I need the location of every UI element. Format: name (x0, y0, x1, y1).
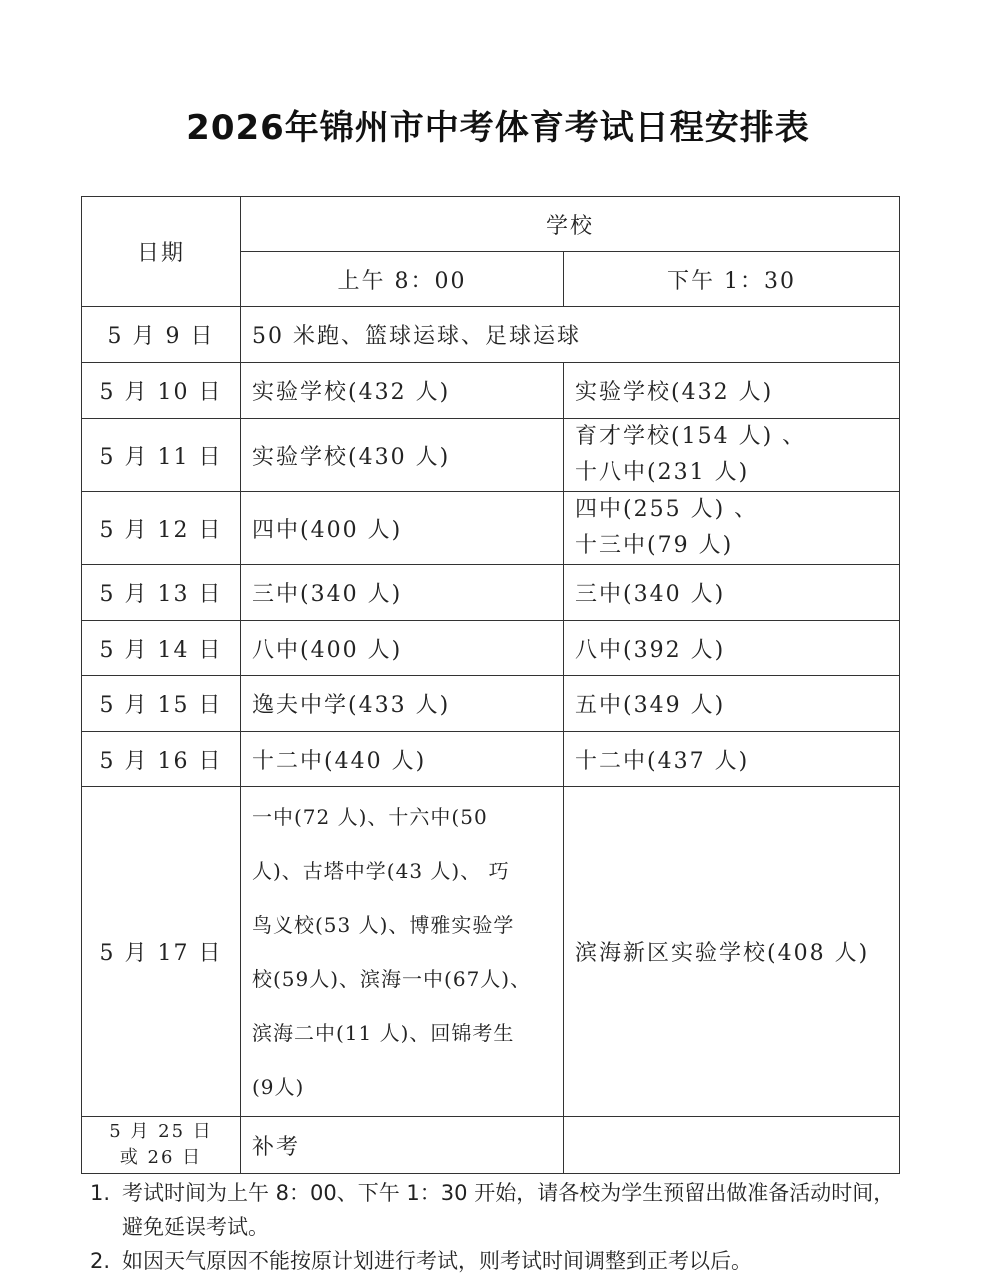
row-date: 5 月 10 日 (82, 363, 241, 419)
table-row (82, 419, 900, 492)
row-afternoon: 实验学校(432 人) (564, 363, 900, 419)
page-title: 2026年锦州市中考体育考试日程安排表 (186, 108, 810, 148)
row-morning: 四中(400 人) (241, 492, 564, 565)
row-date: 5 月 12 日 (82, 492, 241, 565)
header-morning: 上午 8：00 (241, 252, 564, 307)
row-morning: 八中(400 人) (241, 621, 564, 676)
row-morning-line: (9人) (252, 1074, 305, 1099)
row-afternoon-line: 十三中(79 人) (575, 533, 734, 558)
row-afternoon (564, 1117, 900, 1174)
row-date: 5 月 16 日 (82, 732, 241, 787)
row-events: 50 米跑、篮球运球、足球运球 (241, 307, 900, 363)
table-row (82, 363, 900, 419)
table-row (82, 787, 900, 1117)
note-number: 1. (90, 1181, 111, 1205)
row-morning (241, 787, 564, 1117)
table-row (82, 732, 900, 787)
table-row (82, 621, 900, 676)
notes (90, 1176, 910, 1278)
row-date: 5 月 11 日 (82, 419, 241, 492)
row-morning: 实验学校(430 人) (241, 419, 564, 492)
note-number: 2. (90, 1249, 111, 1273)
header-row-1 (82, 197, 900, 252)
row-morning-line: 人)、古塔中学(43 人)、 巧 (252, 858, 510, 883)
row-afternoon: 八中(392 人) (564, 621, 900, 676)
note-text: 考试时间为上午 8：00、下午 1：30 开始，请各校为学生预留出做准备活动时间，避免延误考试。 (122, 1181, 895, 1239)
row-date (82, 1117, 241, 1174)
row-morning: 三中(340 人) (241, 565, 564, 621)
table-row (82, 676, 900, 732)
note-item (90, 1176, 910, 1244)
row-date-line: 5 月 25 日 (109, 1121, 213, 1142)
header-school: 学校 (241, 197, 900, 252)
row-morning: 逸夫中学(433 人) (241, 676, 564, 732)
row-afternoon (564, 419, 900, 492)
row-morning: 十二中(440 人) (241, 732, 564, 787)
row-afternoon-line: 四中(255 人) 、 (575, 497, 759, 522)
row-morning-line: 一中(72 人)、十六中(50 (252, 804, 488, 829)
row-afternoon: 十二中(437 人) (564, 732, 900, 787)
row-date: 5 月 15 日 (82, 676, 241, 732)
table-row (82, 307, 900, 363)
schedule-table (81, 196, 900, 1174)
row-date: 5 月 17 日 (82, 787, 241, 1117)
row-date: 5 月 14 日 (82, 621, 241, 676)
note-item (90, 1244, 910, 1278)
table-row (82, 565, 900, 621)
row-morning: 实验学校(432 人) (241, 363, 564, 419)
row-morning: 补考 (241, 1117, 564, 1174)
table-row (82, 1117, 900, 1174)
header-afternoon: 下午 1：30 (564, 252, 900, 307)
row-afternoon-line: 育才学校(154 人) 、 (575, 424, 807, 449)
table-row (82, 492, 900, 565)
row-afternoon: 五中(349 人) (564, 676, 900, 732)
row-date: 5 月 13 日 (82, 565, 241, 621)
row-afternoon (564, 492, 900, 565)
row-afternoon: 三中(340 人) (564, 565, 900, 621)
row-afternoon-line: 十八中(231 人) (575, 460, 750, 485)
header-date: 日期 (82, 197, 241, 307)
row-morning-line: 鸟义校(53 人)、博雅实验学 (252, 912, 515, 937)
row-date-line: 或 26 日 (119, 1147, 203, 1168)
row-date: 5 月 9 日 (82, 307, 241, 363)
row-morning-line: 校(59人)、滨海一中(67人)、 (252, 966, 532, 991)
row-afternoon: 滨海新区实验学校(408 人) (564, 787, 900, 1117)
row-morning-line: 滨海二中(11 人)、回锦考生 (252, 1020, 515, 1045)
note-text: 如因天气原因不能按原计划进行考试，则考试时间调整到正考以后。 (122, 1249, 752, 1273)
